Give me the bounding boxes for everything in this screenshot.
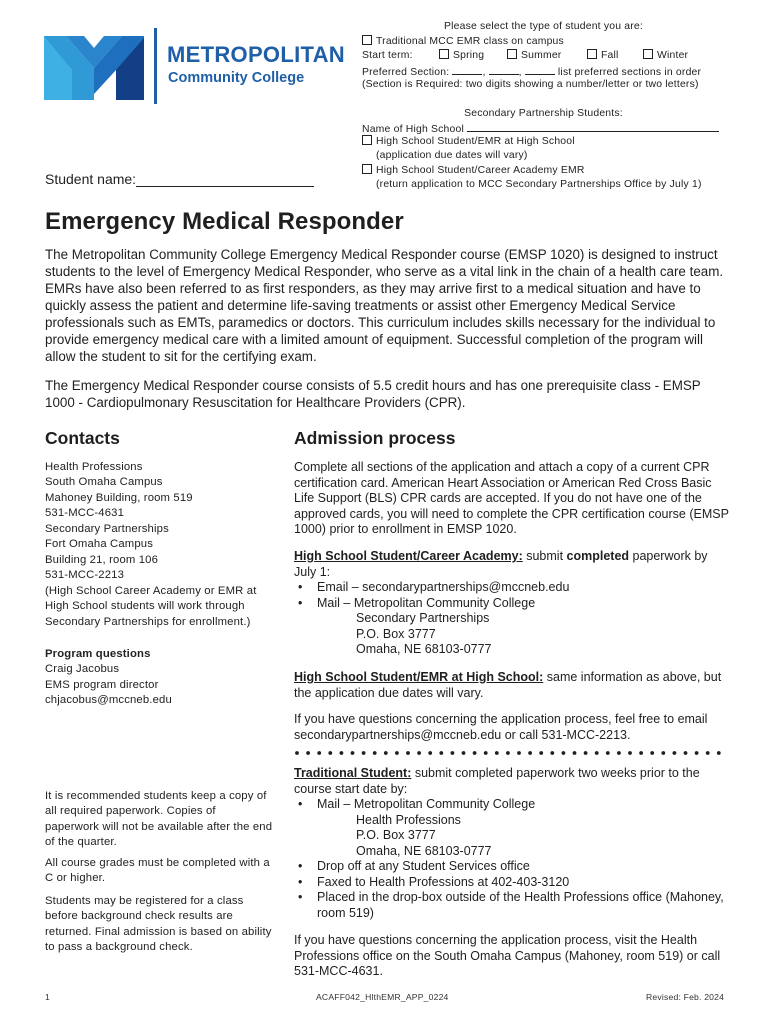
section-note: (Section is Required: two digits showing a number/letter or two letters): [362, 79, 699, 90]
divider-dot: [351, 751, 355, 755]
address-line: P.O. Box 3777: [356, 626, 436, 641]
mcc-logo-mark-icon: [44, 32, 144, 100]
hs-career-text: submit: [522, 549, 567, 563]
section-blank-1[interactable]: [452, 64, 482, 75]
term-fall[interactable]: [587, 49, 619, 63]
divider-dot: [628, 751, 632, 755]
hs-career-option-label: High School Student/Career Academy EMR: [376, 165, 585, 176]
program-contact-title: EMS program director: [45, 678, 159, 691]
divider-dot: [306, 751, 310, 755]
start-term-label: Start term:: [362, 50, 413, 61]
divider-dot: [706, 751, 710, 755]
divider-dot: [584, 751, 588, 755]
contact-health-professions: [45, 460, 275, 521]
term-spring[interactable]: [439, 49, 484, 63]
divider-dot: [695, 751, 699, 755]
winter-checkbox[interactable]: [643, 49, 653, 59]
trad-mail-item: • Mail – Metropolitan Community College: [294, 797, 730, 813]
contact-secondary-partnerships: [45, 522, 275, 583]
hs-career-bold: completed: [566, 549, 630, 563]
logo-subtitle: Community College: [168, 70, 305, 86]
trad-item: • Placed in the drop-box outside of the Health Professions office (Mahoney, room 519): [294, 890, 730, 921]
note-grades: All course grades must be completed with a C or higher.: [45, 857, 270, 885]
student-name-label: Student name:: [45, 171, 137, 187]
divider-dot: [417, 751, 421, 755]
program-contact-email: chjacobus@mccneb.edu: [45, 693, 172, 706]
preferred-section-suffix: list preferred sections in order: [557, 67, 702, 78]
contact-line: Health Professions: [45, 461, 143, 473]
section-blank-2[interactable]: [489, 64, 519, 75]
contact-line: Fort Omaha Campus: [45, 538, 154, 551]
contact-line: Mahoney Building, room 519: [45, 491, 193, 504]
term-fall-label: Fall: [601, 50, 619, 61]
divider-dot: [395, 751, 399, 755]
divider-dot: [428, 751, 432, 755]
divider-dot: [562, 751, 566, 755]
divider-dot: [462, 751, 466, 755]
divider-dot: [684, 751, 688, 755]
divider-dot: [606, 751, 610, 755]
divider-dot: [650, 751, 654, 755]
traditional-option[interactable]: [362, 35, 564, 49]
divider-dot: [595, 751, 599, 755]
term-winter-label: Winter: [657, 50, 689, 61]
divider-dot: [517, 751, 521, 755]
divider-dot: [506, 751, 510, 755]
note-paperwork: It is recommended students keep a copy of all required paperwork. Copies of paperwork will not be available after the end of the quarter.: [45, 790, 273, 848]
divider-dot: [295, 751, 299, 755]
traditional-section: [294, 766, 730, 921]
contact-secondary-note: (High School Career Academy or EMR at High School students will work through Secondary Partnerships for enrollment.): [45, 585, 257, 628]
hs-career-section: [294, 549, 730, 658]
hs-emr-checkbox[interactable]: [362, 135, 372, 145]
divider-dot: [639, 751, 643, 755]
contact-line: 531-MCC-2213: [45, 568, 125, 581]
page-number: 1: [45, 992, 50, 1002]
section-blank-3[interactable]: [525, 64, 555, 75]
note-background-check: Students may be registered for a class before background check results are returned. Final admission is based on ability to pass a background check.: [45, 895, 272, 953]
address-line: Omaha, NE 68103-0777: [356, 843, 492, 858]
divider-dot: [473, 751, 477, 755]
contacts-heading: Contacts: [45, 428, 120, 448]
dotted-divider: [294, 749, 730, 757]
trad-item: • Drop off at any Student Services office: [294, 859, 730, 875]
hs-emr-option-label: High School Student/EMR at High School: [376, 136, 575, 147]
hs-career-option[interactable]: [362, 164, 585, 178]
secondary-heading: Secondary Partnership Students:: [464, 108, 623, 119]
divider-dot: [573, 751, 577, 755]
term-summer[interactable]: [507, 49, 561, 63]
email-item: • Email – secondarypartnerships@mccneb.edu: [294, 580, 730, 596]
traditional-option-label: Traditional MCC EMR class on campus: [376, 36, 564, 47]
divider-dot: [451, 751, 455, 755]
spring-checkbox[interactable]: [439, 49, 449, 59]
student-name-line[interactable]: [136, 172, 314, 187]
contact-line: Secondary Partnerships: [45, 523, 169, 535]
student-type-heading: Please select the type of student you are:: [443, 21, 643, 32]
preferred-section-row: Preferred Section: , , list preferred sections in order: [362, 64, 701, 80]
divider-dot: [328, 751, 332, 755]
hs-emr-note: (application due dates will vary): [376, 150, 528, 161]
questions-paragraph-1: If you have questions concerning the application process, feel free to email secondarypartnerships@mccneb.edu or call 531-MCC-2213.: [294, 712, 708, 742]
program-questions: [45, 647, 275, 708]
hs-career-note: (return application to MCC Secondary Partnerships Office by July 1): [376, 179, 702, 190]
term-summer-label: Summer: [521, 50, 562, 61]
divider-dot: [373, 751, 377, 755]
divider-dot: [673, 751, 677, 755]
program-contact-name: Craig Jacobus: [45, 663, 120, 676]
address-line: Omaha, NE 68103-0777: [356, 642, 492, 656]
divider-dot: [550, 751, 554, 755]
admission-paragraph: Complete all sections of the application and attach a copy of a current CPR certification card. American Heart Association or American Red Cross Basic Life Support (BLS) CPR cards are accepted. If you do not have one of the approved cards, you will need to complete the CPR certification course (EMSP 1000) prior to enrollment in EMSP 1020.: [294, 460, 729, 536]
form-code: ACAFF042_HlthEMR_APP_0224: [316, 992, 449, 1002]
address-line: P.O. Box 3777: [356, 828, 436, 842]
hs-emr-paragraph: [294, 670, 730, 701]
preferred-section-label: Preferred Section:: [362, 67, 450, 78]
traditional-label: Traditional Student:: [294, 766, 412, 780]
traditional-text: submit completed paperwork two weeks prior to the course start date by:: [294, 766, 700, 796]
divider-dot: [340, 751, 344, 755]
revised-date: Revised: Feb. 2024: [646, 992, 725, 1002]
hs-career-checkbox[interactable]: [362, 164, 372, 174]
intro-paragraph-2: The Emergency Medical Responder course consists of 5.5 credit hours and has one prerequisite class - EMSP 1000 - Cardiopulmonary Resuscitation for Healthcare Providers (CPR).: [45, 378, 701, 410]
address-line: Health Professions: [356, 812, 461, 827]
traditional-paragraph: [294, 766, 730, 797]
hs-emr-option[interactable]: [362, 135, 575, 149]
questions-paragraph-2: If you have questions concerning the application process, visit the Health Professions office on the South Omaha Campus (Mahoney, room 519) or call 531-MCC-4631.: [294, 933, 721, 978]
divider-dot: [362, 751, 366, 755]
divider-dot: [439, 751, 443, 755]
hs-career-paragraph: [294, 549, 730, 580]
divider-dot: [528, 751, 532, 755]
high-school-label: Name of High School: [362, 124, 464, 135]
mcc-logo: [44, 28, 345, 106]
term-spring-label: Spring: [453, 50, 485, 61]
intro-paragraph-1: The Metropolitan Community College Emergency Medical Responder course (EMSP 1020) is designed to instruct students to the level of Emergency Medical Responder, who serve as a vital link in the chain of a health care team. EMRs have also been referred to as first responders, as they may arrive first to a medical situation and have to quickly assess the patient and determine life-saving treatments or assist other Emergency Medical Service professionals such as EMTs, paramedics or doctors. This curriculum includes skills necessary for the individual to provide emergency medical care with a limited amount of equipment. Successful completion of the program will allow the student to sit for the certifying exam.: [45, 247, 724, 364]
address-line: Secondary Partnerships: [356, 611, 490, 625]
logo-divider: [154, 28, 157, 104]
divider-dot: [495, 751, 499, 755]
page-title: Emergency Medical Responder: [45, 208, 404, 235]
high-school-name-line[interactable]: [467, 121, 719, 132]
divider-dot: [406, 751, 410, 755]
divider-dot: [717, 751, 721, 755]
summer-checkbox[interactable]: [507, 49, 517, 59]
divider-dot: [484, 751, 488, 755]
divider-dot: [617, 751, 621, 755]
trad-item: • Faxed to Health Professions at 402-403-3120: [294, 875, 730, 891]
term-winter[interactable]: [643, 49, 688, 63]
logo-name: METROPOLITAN: [167, 42, 345, 67]
start-term-row: [362, 49, 413, 63]
hs-emr-label: High School Student/EMR at High School:: [294, 670, 544, 684]
contact-line: South Omaha Campus: [45, 476, 163, 489]
divider-dot: [539, 751, 543, 755]
contact-line: 531-MCC-4631: [45, 506, 125, 519]
divider-dot: [661, 751, 665, 755]
student-name-field[interactable]: [45, 171, 314, 187]
traditional-checkbox[interactable]: [362, 35, 372, 45]
program-questions-heading: Program questions: [45, 648, 151, 660]
divider-dot: [384, 751, 388, 755]
hs-emr-text: same information as above, but the application due dates will vary.: [294, 670, 722, 700]
fall-checkbox[interactable]: [587, 49, 597, 59]
admission-heading: Admission process: [294, 428, 456, 448]
hs-career-label: High School Student/Career Academy:: [294, 549, 523, 563]
contact-line: Building 21, room 106: [45, 553, 159, 566]
divider-dot: [317, 751, 321, 755]
hs-career-text-end: paperwork by July 1:: [294, 549, 708, 579]
mail-item: • Mail – Metropolitan Community College: [294, 596, 730, 612]
